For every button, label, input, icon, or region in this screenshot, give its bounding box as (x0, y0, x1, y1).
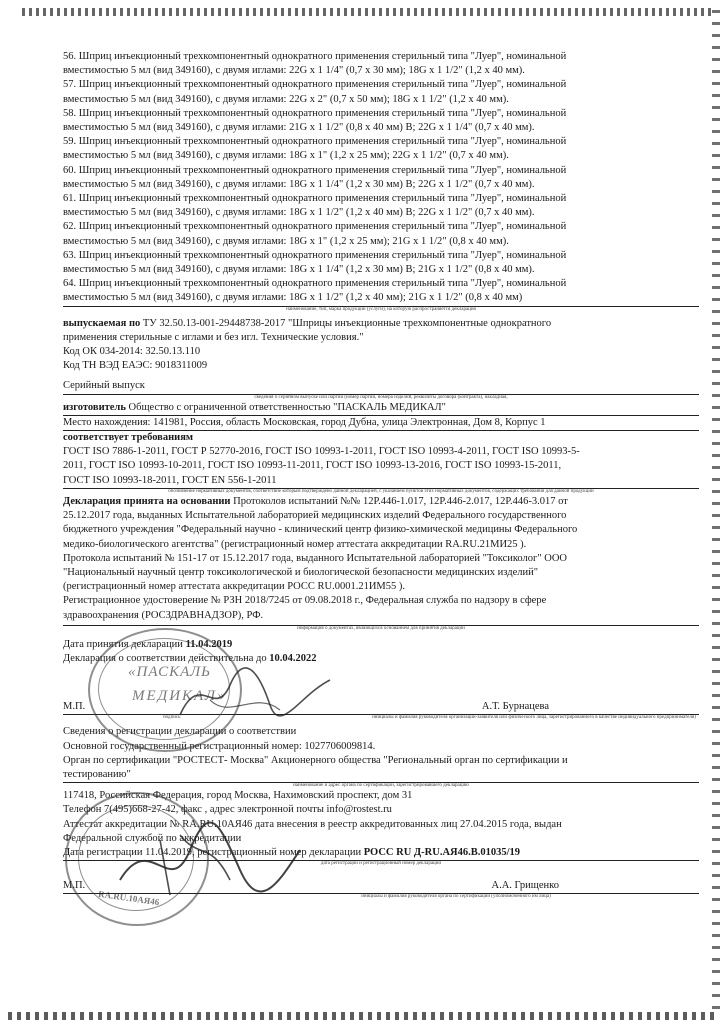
caption-serial: сведения о серийном выпуске или партии (номер партии, номера изделий, реквизиты договора (контракта), накладная, (254, 394, 508, 400)
date-accepted: Дата принятия декларации 11.04.2019 (63, 638, 233, 650)
requirements-list: ГОСТ ISO 7886-1-2011, ГОСТ Р 52770-2016, ГОСТ ISO 10993-1-2011, ГОСТ ISO 10993-4-2011, ГОСТ ISO 10993-5- 2011, ГОСТ ISO 10993-10-2011, ГОСТ ISO 10993-11-2011, ГОСТ ISO 10993-13-2016, ГОСТ ISO 10993-15-2011, ГОСТ ISO 10993-18-2011, ГОСТ EN 556-1-2011 (63, 445, 699, 489)
caption-head: инициалы и фамилия руководителя органа по сертификации (уполномоченного им лица) (361, 894, 551, 900)
manufacturer-address: Место нахождения: 141981, Россия, область Московская, город Дубна, улица Электронная, Дом 8, Корпус 1 (63, 416, 699, 431)
caption-basis: информация о документах, являющихся основанием для принятия декларации (297, 625, 465, 631)
caption-product: наименование, тип, марка продукции (услуги), на которую распространяется декларация (286, 306, 476, 312)
list-item: 62. Шприц инъекционный трехкомпонентный однократного применения стерильный типа "Луер", номинальной вместимостью 5 мл (вид 349160), с двумя иглами: 18G x 1" (1,2 x 25 мм); 21G x 1 1/2" (0,8 x 40 мм). (63, 221, 567, 247)
tu-line: выпускаемая по ТУ 32.50.13-001-29448738-2017 "Шприцы инъекционные трехкомпонентные однократного применения стерильные с иглами и без игл. Технические условия." (63, 317, 552, 343)
ogrn: Основной государственный регистрационный номер: 1027706009814. (63, 740, 376, 752)
declaration-body (63, 50, 699, 900)
code-ok: Код ОК 034-2014: 32.50.13.110 (63, 346, 201, 358)
head-name: А.А. Грищенко (491, 880, 559, 892)
list-item: 61. Шприц инъекционный трехкомпонентный однократного применения стерильный типа "Луер", номинальной вместимостью 5 мл (вид 349160), с двумя иглами: 18G x 1 1/2" (1,2 x 40 мм) B; 22G x 1 1/2" (0,7 x 40 мм). (63, 193, 567, 219)
list-item: 64. Шприц инъекционный трехкомпонентный однократного применения стерильный типа "Луер", номинальной вместимостью 5 мл (вид 349160), с двумя иглами: 18G x 1 1/2" (1,2 x 40 мм); 21G x 1 1/2" (0,8 x 40 мм) (63, 277, 699, 306)
date-valid: Декларация о соответствии действительна до 10.04.2022 (63, 652, 317, 664)
bottom-edge-dashes (8, 1012, 714, 1020)
cert-body: Орган по сертификации "РОСТЕСТ- Москва" Акционерного общества "Региональный орган по сертификации и тестированию" (63, 754, 699, 783)
signer-name: А.Т. Бурнацева (481, 701, 549, 713)
list-item: 58. Шприц инъекционный трехкомпонентный однократного применения стерильный типа "Луер", номинальной вместимостью 5 мл (вид 349160), с двумя иглами: 21G x 1 1/2" (0,8 x 40 мм) B; 22G x 1 1/4" (0,7 x 40 мм). (63, 107, 567, 134)
basis-block: Декларация принята на основании Протоколов испытаний №№ 12P.446-1.017, 12P.446-2.017, 12P.446-3.017 от 25.12.2017 года, выданных Испытательной лабораторией медицинских изделий Федерального государственного бюджетного учреждения "Федеральный научно - клинический центр физико-химической медицины Федерального медико-биологического агентства" (регистрационный номер аттестата аккредитации RA.RU.21МИ25 ). Протокола испытаний № 151-17 от 15.12.2017 года, выданного Испытательной лабораторией "Токсиколог" ООО "Национальный научный центр токсикологической и биологической безопасности медицинских изделий" (регистрационный номер аттестата аккредитации РОСС RU.0001.21ИМ55 ). Регистрационное удостоверение № РЗН 2018/7245 от 09.08.2018 г., Федеральная служба по надзору в сфере здравоохранения (РОСЗДРАВНАДЗОР), РФ. (63, 495, 578, 621)
caption-reg: дата регистрации и регистрационный номер декларации (320, 861, 442, 867)
top-edge-dashes (22, 8, 712, 16)
cert-address: 117418, Российская Федерация, город Москва, Нахимовский проспект, дом 31 (63, 790, 413, 802)
cert-phone: Телефон 7(495)668-27-42, факс , адрес электронной почты info@rostest.ru (63, 804, 392, 816)
list-item: 56. Шприц инъекционный трехкомпонентный однократного применения стерильный типа "Луер", номинальной вместимостью 5 мл (вид 349160), с двумя иглами: 22G x 1 1/4" (0,7 x 30 мм); 18G x 1 1/2" (1,2 x 40 мм). (63, 51, 567, 77)
manufacturer: изготовитель Общество с ограниченной ответственностью "ПАСКАЛЬ МЕДИКАЛ" (63, 401, 699, 416)
stamp-text-top: «ПАСКАЛЬ (128, 664, 211, 680)
caption-org: наименование и адрес органа по сертификации, зарегистрировавшего декларацию (293, 783, 469, 789)
mp-label: М.П. (63, 701, 86, 713)
list-item: 60. Шприц инъекционный трехкомпонентный однократного применения стерильный типа "Луер", номинальной вместимостью 5 мл (вид 349160), с двумя иглами: 18G x 1 1/4" (1,2 x 30 мм) B; 22G x 1 1/2" (0,7 x 40 мм). (63, 164, 567, 190)
stamp-cert-number: RA.RU.10АЯ46 (97, 888, 160, 908)
list-item: 63. Шприц инъекционный трехкомпонентный однократного применения стерильный типа "Луер", номинальной вместимостью 5 мл (вид 349160), с двумя иглами: 18G x 1 1/4" (1,2 x 30 мм) B; 21G x 1 1/2" (0,8 x 40 мм). (63, 249, 567, 276)
requirements-heading: соответствует требованиям (63, 432, 194, 444)
caption-docs: обозначение нормативных документов, соответствие которым подтверждено данной декларацией, с указанием пунктов этих нормативных документов, содержащих требования для данной продукции (168, 488, 594, 494)
list-item: 57. Шприц инъекционный трехкомпонентный однократного применения стерильный типа "Луер", номинальной вместимостью 5 мл (вид 349160), с двумя иглами: 22G x 2" (0,7 x 50 мм); 18G x 1 1/2" (1,2 x 40 мм). (63, 79, 567, 105)
caption-signature: подпись (163, 715, 181, 721)
caption-signer: инициалы и фамилия руководителя организации-заявителя или физического лица, зарегистрированного в качестве индивидуального предпринимателя) (372, 715, 696, 721)
list-item: 59. Шприц инъекционный трехкомпонентный однократного применения стерильный типа "Луер", номинальной вместимостью 5 мл (вид 349160), с двумя иглами: 18G x 1" (1,2 x 25 мм); 22G x 1 1/2" (0,7 x 40 мм). (63, 136, 567, 162)
code-tnved: Код ТН ВЭД ЕАЭС: 9018311009 (63, 360, 208, 372)
accreditation: Аттестат аккредитации № RA.RU.10АЯ46 дата внесения в реестр аккредитованных лиц 27.04.2015 года, выдан Федеральной службой по аккредитации (63, 818, 562, 844)
signature-mark-2 (110, 820, 310, 910)
signature-mark-1 (170, 660, 340, 730)
serial-release: Серийный выпуск (63, 379, 699, 394)
product-list (63, 50, 699, 307)
stamp-text-bottom: МЕДИКАЛ» (132, 688, 227, 704)
right-edge-dashes (712, 10, 720, 1010)
registration-heading: Сведения о регистрации декларации о соответствии (63, 726, 297, 738)
mp-label-2: М.П. (63, 880, 86, 892)
registration-line: Дата регистрации 11.04.2019, регистрационный номер декларации РОСС RU Д-RU.АЯ46.В.01035/19 (63, 846, 699, 861)
